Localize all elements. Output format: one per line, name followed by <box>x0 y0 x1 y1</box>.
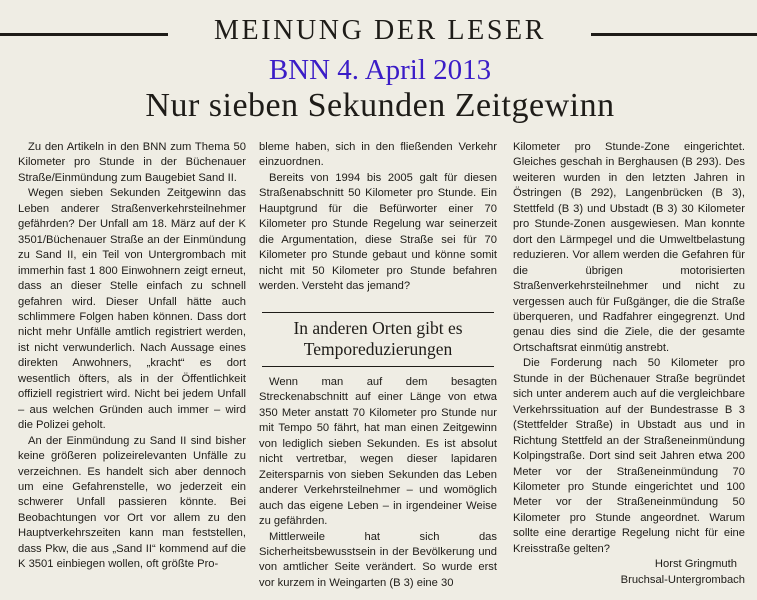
paragraph: An der Einmündung zu Sand II sind bisher keine größeren polizeirelevanten Unfälle zu verzeichnen. Es handelt sich aber dennoch um eine Gefahrenstelle, wo jederzeit ein schwerer Unfall passieren könnte. Bei Beobachtungen vor Ort vor allem zu den Hauptverkehrszeiten kann man feststellen, dass Pkw, die aus „Sand II“ kommend auf die K 3501 einbiegen wollen, oft größte Pro- <box>18 434 246 571</box>
paragraph: bleme haben, sich in den fließenden Verkehr einzuordnen. <box>259 141 497 169</box>
header-rule-right <box>591 33 757 36</box>
paragraph: Wenn man auf dem besagten Streckenabschnitt auf einer Länge von etwa 350 Meter anstatt 70 Kilometer pro Stunde nur mit Tempo 50 fährt, hat man einen Zeitgewinn von lediglich sieben Sekunden. Es ist absolut nicht vertretbar, wegen dieser lapidaren Zeitersparnis von sieben Sekunden das Leben anderer Verkehrsteilnehmer – und womöglich auch das eigene Leben – in irgendeiner Weise zu gefährden. <box>259 376 497 528</box>
subheading-divider-top <box>262 312 494 313</box>
article-column-1 <box>18 140 246 598</box>
paragraph: Zu den Artikeln in den BNN zum Thema 50 Kilometer pro Stunde in der Büchenauer Straße/Einmündung zum Baugebiet Sand II. <box>18 141 246 184</box>
article-column-3 <box>513 140 745 598</box>
paragraph: Kilometer pro Stunde-Zone eingerichtet. Gleiches geschah in Berghausen (B 293). Des weiteren wurden in den letzten Jahren in Östringen (B 292), Langenbrücken (B 3), Stettfeld (B 3) und Ubstadt (B 3) 30 Kilometer pro Stunde-Zonen ausgewiesen. Man konnte dort den Lärmpegel und die Umweltbelastung reduzieren. Vor allem werden die Gefahren für die übrigen motorisierten Straßenverkehrsteilnehmer und nicht zu vergessen auch für Fußgänger, die die Straße überqueren, und Radfahrer eingegrenzt. Und genau dies sind die Ziele, die der gesamte Ortschaftsrat einmütig anstrebt. <box>513 141 745 354</box>
date-stamp: BNN 4. April 2013 <box>268 54 492 86</box>
header-rule-left <box>0 33 168 36</box>
paragraph: Die Forderung nach 50 Kilometer pro Stunde in der Büchenauer Straße begründet sich unter anderem auch auf die vergleichbare Verkehrssituation auf der Bundestrasse B 3 (Stettfelder Straße) in Ubstadt aus und in Richtung Stettfeld an der Straßeneinmündung Kolpingstraße. Dort sind seit Jahren etwa 200 Meter vor der Straßeneinmündung 70 Kilometer pro Stunde eingerichtet und 100 Meter vor der Straßeneinmündung 50 Kilometer pro Stunde angeordnet. Warum sollte eine derartige Regelung nicht für eine Kreisstraße gelten? <box>513 357 745 555</box>
author-place: Bruchsal-Untergrombach <box>620 573 745 586</box>
section-title: MEINUNG DER LESER <box>214 15 546 46</box>
author-name: Horst Gringmuth <box>654 558 737 571</box>
paragraph: Wegen sieben Sekunden Zeitgewinn das Leben anderer Straßenverkehrsteilnehmer gefährden? Der Unfall am 18. März auf der K 3501/Büchenauer Straße an der Einmündung zu Sand II, ein Teil von Untergrombach mit immerhin fast 1 800 Einwohnern zeigt erneut, dass an dieser Stelle einfach zu schnell gefahren wird. Dieser Unfall hätte auch schlimmere Folgen haben können. Dass dort nicht mehr Unfälle amtlich registriert werden, ist nicht verwunderlich. Nach Aussage eines direkten Anwohners, „kracht“ es dort wesentlich öfters, als in der Öffentlichkeit offiziell registriert wird. Nicht bei jedem Unfall – aus welchen Gründen auch immer – wird die Polizei geholt. <box>18 187 246 432</box>
article-column-2-top <box>259 140 497 310</box>
subheading: In anderen Orten gibt es Temporeduzierungen <box>293 318 463 359</box>
article-column-2-bottom <box>259 375 497 600</box>
headline: Nur sieben Sekunden Zeitgewinn <box>145 87 615 124</box>
paragraph: Mittlerweile hat sich das Sicherheitsbewusstsein in der Bevölkerung und von amtlicher Seite verändert. So wurde erst vor kurzem in Weingarten (B 3) eine 30 <box>259 530 497 589</box>
paragraph: Bereits von 1994 bis 2005 galt für diesen Straßenabschnitt 50 Kilometer pro Stunde. Ein Hauptgrund für die Befürworter einer 70 Kilometer pro Stunde Regelung war seinerzeit die Argumentation, diese Straße sei für 70 Kilometer pro Stunde gebaut und könne somit nicht mit 50 Kilometer pro Stunde befahren werden. Versteht das jemand? <box>259 171 497 293</box>
subheading-divider-bottom <box>262 366 494 367</box>
